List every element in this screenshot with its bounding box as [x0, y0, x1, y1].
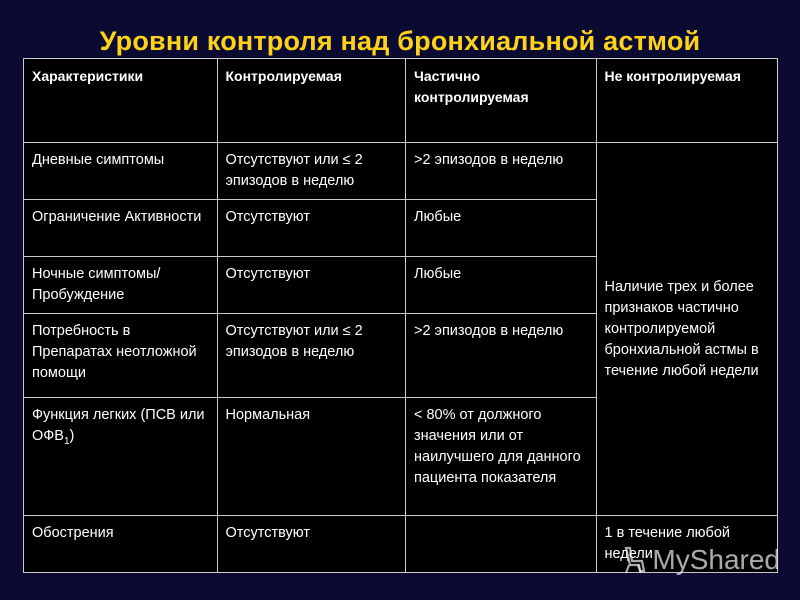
- cell-uncontrolled-merged: Наличие трех и более признаков частично контролируемой бронхиальной астмы в течение любой недели: [596, 143, 778, 516]
- header-controlled: Контролируемая: [217, 59, 406, 143]
- lung-function-close: ): [69, 428, 75, 444]
- watermark-chair-icon: [620, 545, 648, 575]
- header-characteristics: Характеристики: [24, 59, 218, 143]
- table-header-row: [24, 59, 778, 143]
- cell-partial: < 80% от должного значения или от наилучшего для данного пациента показателя: [406, 398, 597, 516]
- cell-controlled: Отсутствуют или ≤ 2 эпизодов в неделю: [217, 314, 406, 398]
- cell-uncontrolled: 1 в течение любой недели: [596, 516, 778, 573]
- cell-partial: >2 эпизодов в неделю: [406, 314, 597, 398]
- lung-function-label: Функция легких (ПСВ или ОФВ: [32, 407, 205, 444]
- cell-characteristic: Обострения: [24, 516, 218, 573]
- cell-characteristic: [24, 398, 218, 516]
- cell-characteristic: Потребность в Препаратах неотложной помощи: [24, 314, 218, 398]
- header-partially-controlled: Частично контролируемая: [406, 59, 597, 143]
- cell-characteristic: Дневные симптомы: [24, 143, 218, 200]
- asthma-control-table: [23, 58, 778, 573]
- table-row: [24, 143, 778, 200]
- header-uncontrolled: Не контролируемая: [596, 59, 778, 143]
- cell-controlled: Нормальная: [217, 398, 406, 516]
- cell-characteristic: Ограничение Активности: [24, 200, 218, 257]
- cell-controlled: Отсутствуют: [217, 257, 406, 314]
- watermark: [620, 544, 780, 576]
- cell-partial: [406, 516, 597, 573]
- cell-partial: Любые: [406, 200, 597, 257]
- lung-function-subscript: 1: [63, 435, 70, 447]
- cell-controlled: Отсутствуют: [217, 516, 406, 573]
- watermark-text: MyShared: [652, 544, 780, 575]
- cell-partial: >2 эпизодов в неделю: [406, 143, 597, 200]
- cell-controlled: Отсутствуют: [217, 200, 406, 257]
- cell-partial: Любые: [406, 257, 597, 314]
- page-title: Уровни контроля над бронхиальной астмой: [99, 26, 701, 56]
- cell-characteristic: Ночные симптомы/ Пробуждение: [24, 257, 218, 314]
- cell-controlled: Отсутствуют или ≤ 2 эпизодов в неделю: [217, 143, 406, 200]
